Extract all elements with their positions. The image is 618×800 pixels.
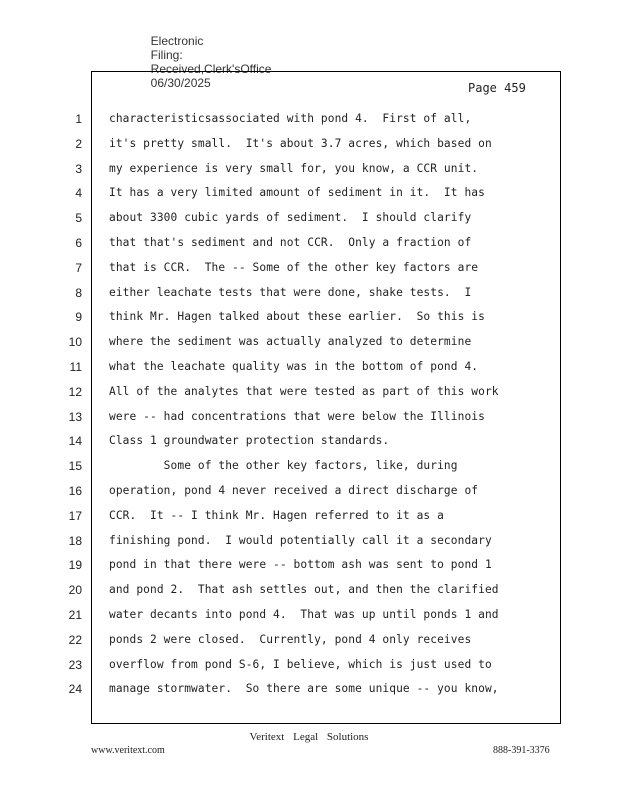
line-number: 24 <box>68 682 82 697</box>
line-text: think Mr. Hagen talked about these earlier. So this is <box>109 310 485 324</box>
line-number: 4 <box>75 186 82 201</box>
page-number: Page 459 <box>468 81 526 95</box>
line-number: 7 <box>75 260 82 275</box>
line-text: It has a very limited amount of sediment in it. It has <box>109 186 485 200</box>
line-number: 3 <box>75 161 82 176</box>
line-text: it's pretty small. It's about 3.7 acres, which based on <box>109 136 492 150</box>
line-text: where the sediment was actually analyzed to determine <box>109 335 472 349</box>
filing-received: Received,Clerk'sOffice <box>150 62 272 76</box>
line-text: characteristicsassociated with pond 4. First of all, <box>109 112 472 125</box>
transcript-line <box>0 107 618 132</box>
line-text: CCR. It -- I think Mr. Hagen referred to it as a <box>109 508 444 522</box>
transcript-line <box>0 628 618 653</box>
line-text: what the leachate quality was in the bottom of pond 4. <box>109 360 479 373</box>
line-text: ponds 2 were closed. Currently, pond 4 only receives <box>109 632 472 646</box>
line-number: 2 <box>75 136 82 151</box>
footer-phone: 888-391-3376 <box>493 745 550 756</box>
transcript-line <box>0 529 618 554</box>
transcript-line <box>0 578 618 603</box>
transcript-line <box>0 305 618 330</box>
transcript-line <box>0 504 618 529</box>
line-number: 17 <box>68 508 82 523</box>
line-text: my experience is very small for, you know, a CCR unit. <box>109 161 479 175</box>
transcript-line <box>0 677 618 702</box>
transcript-line <box>0 380 618 405</box>
footer-company: Veritext Legal Solutions <box>249 731 369 743</box>
line-number: 23 <box>68 657 82 672</box>
transcript-line <box>0 132 618 157</box>
transcript-line <box>0 157 618 182</box>
line-number: 1 <box>75 112 82 126</box>
transcript-line <box>0 405 618 430</box>
line-number: 6 <box>75 236 82 250</box>
line-number: 8 <box>75 285 82 300</box>
filing-electronic: Electronic <box>150 34 204 48</box>
line-number: 9 <box>75 310 82 325</box>
line-number: 19 <box>68 558 82 573</box>
transcript-line <box>0 206 618 231</box>
line-number: 22 <box>68 632 82 647</box>
line-number: 21 <box>68 608 82 622</box>
transcript-line <box>0 355 618 380</box>
line-number: 18 <box>68 533 82 548</box>
filing-date: 06/30/2025 <box>150 76 211 90</box>
line-number: 15 <box>68 459 82 474</box>
line-text: water decants into pond 4. That was up until ponds 1 and <box>109 608 499 621</box>
line-text: finishing pond. I would potentially call it a secondary <box>109 533 492 547</box>
transcript-line <box>0 479 618 504</box>
line-text: were -- had concentrations that were below the Illinois <box>109 409 485 423</box>
line-number: 5 <box>75 211 82 226</box>
line-text: that that's sediment and not CCR. Only a fraction of <box>109 236 472 249</box>
transcript-line <box>0 231 618 256</box>
line-text: operation, pond 4 never received a direct discharge of <box>109 484 479 497</box>
line-text: either leachate tests that were done, shake tests. I <box>109 285 472 299</box>
line-text: overflow from pond S-6, I believe, which is just used to <box>109 657 492 671</box>
line-number: 12 <box>68 384 82 399</box>
line-number: 16 <box>68 484 82 498</box>
transcript-line <box>0 603 618 628</box>
line-number: 14 <box>68 434 82 449</box>
line-number: 13 <box>68 409 82 424</box>
transcript-line <box>0 429 618 454</box>
footer-website: www.veritext.com <box>91 745 165 756</box>
line-text: Class 1 groundwater protection standards. <box>109 434 390 448</box>
transcript-line <box>0 330 618 355</box>
transcript-line <box>0 281 618 306</box>
transcript-line <box>0 553 618 578</box>
line-text: that is CCR. The -- Some of the other key factors are <box>109 260 479 274</box>
line-number: 20 <box>68 583 82 598</box>
line-text: Some of the other key factors, like, during <box>109 459 458 473</box>
line-text: manage stormwater. So there are some unique -- you know, <box>109 682 499 696</box>
line-number: 11 <box>69 360 82 374</box>
transcript-line <box>0 256 618 281</box>
filing-label: Filing: <box>150 48 183 62</box>
line-text: about 3300 cubic yards of sediment. I should clarify <box>109 211 472 225</box>
transcript-line <box>0 653 618 678</box>
line-text: pond in that there were -- bottom ash was sent to pond 1 <box>109 558 492 572</box>
line-text: All of the analytes that were tested as part of this work <box>109 384 499 398</box>
line-text: and pond 2. That ash settles out, and then the clarified <box>109 583 499 597</box>
line-number: 10 <box>68 335 82 350</box>
transcript-line <box>0 181 618 206</box>
transcript-line <box>0 454 618 479</box>
